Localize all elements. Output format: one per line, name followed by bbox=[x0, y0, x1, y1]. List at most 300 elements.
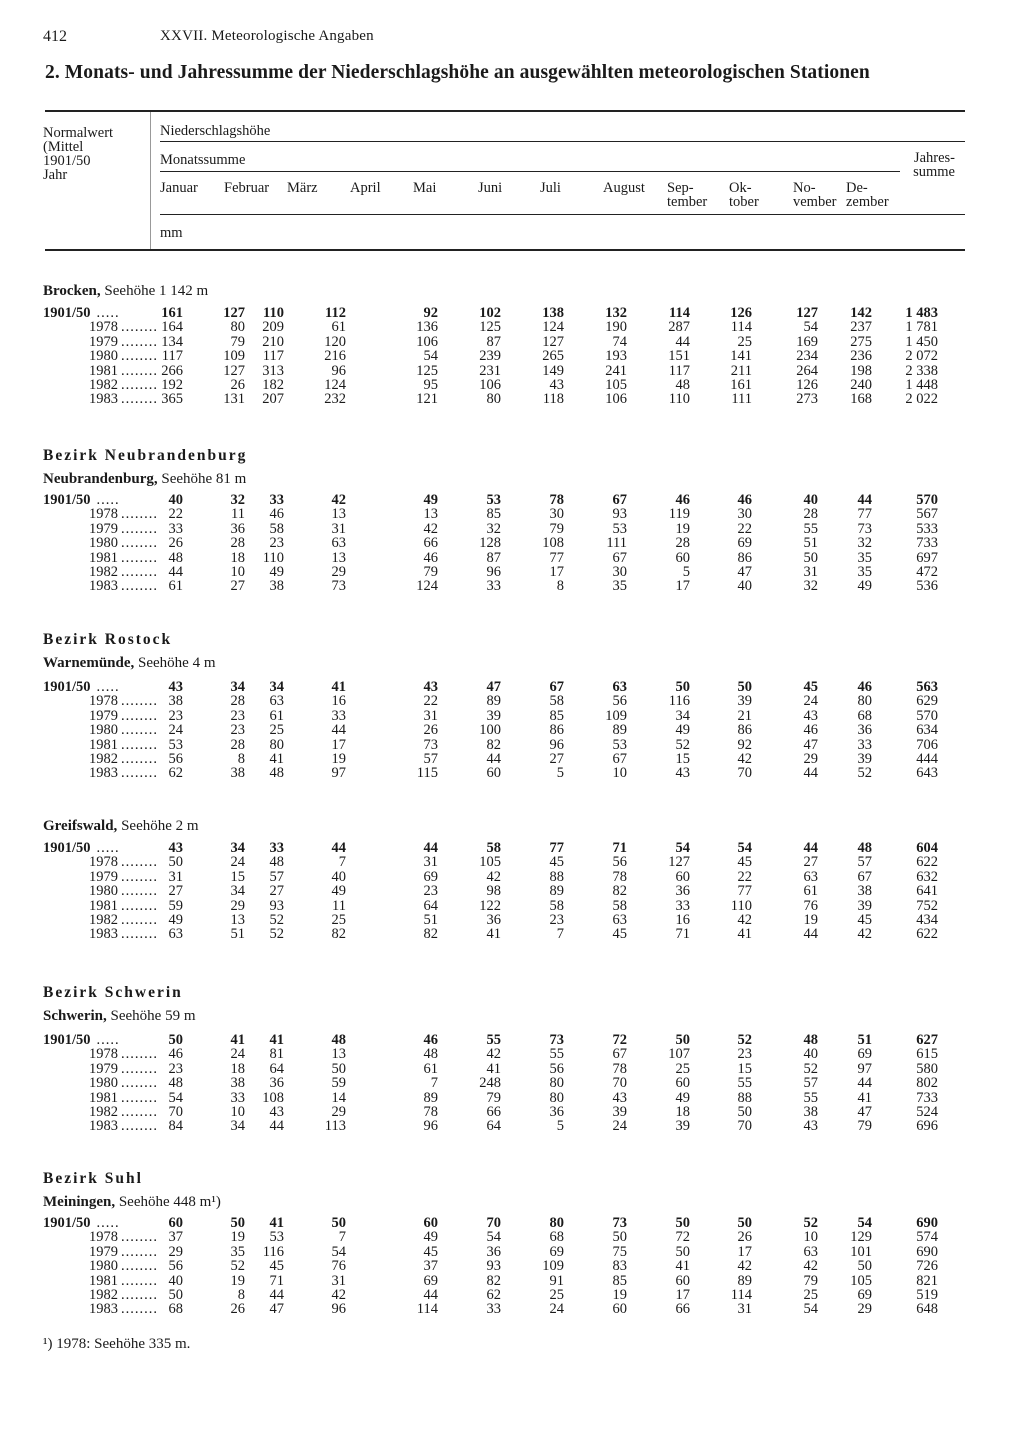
month-value-cell: 38 bbox=[803, 1104, 818, 1120]
month-value-cell: 62 bbox=[486, 1287, 501, 1303]
month-value-cell: 239 bbox=[479, 348, 501, 365]
annual-sum-cell: 690 bbox=[916, 1215, 938, 1231]
month-value-cell: 57 bbox=[269, 868, 284, 885]
month-value-cell: 64 bbox=[423, 897, 438, 914]
month-value-cell: 60 bbox=[675, 868, 690, 885]
month-value-cell: 49 bbox=[331, 883, 346, 900]
month-value-cell: 36 bbox=[857, 722, 872, 739]
month-value-cell: 55 bbox=[486, 1032, 501, 1048]
month-value-cell: 28 bbox=[230, 535, 245, 552]
month-value-cell: 51 bbox=[230, 926, 245, 943]
month-value-cell: 50 bbox=[803, 549, 818, 566]
month-value-cell: 112 bbox=[325, 305, 346, 321]
annual-sum-cell: 821 bbox=[916, 1272, 938, 1289]
month-value-cell: 44 bbox=[423, 1287, 438, 1303]
month-value-cell: 80 bbox=[486, 391, 501, 408]
month-value-cell: 70 bbox=[486, 1215, 501, 1231]
month-value-cell: 190 bbox=[605, 319, 627, 336]
month-value-cell: 45 bbox=[269, 1258, 284, 1275]
month-value-cell: 108 bbox=[542, 535, 564, 552]
row-label: 1983 ........ bbox=[89, 391, 158, 408]
month-value-cell: 23 bbox=[230, 722, 245, 739]
month-value-cell: 35 bbox=[612, 578, 627, 595]
month-value-cell: 127 bbox=[796, 305, 818, 321]
month-value-cell: 25 bbox=[737, 333, 752, 350]
month-value-cell: 64 bbox=[486, 1118, 501, 1135]
month-value-cell: 132 bbox=[605, 305, 627, 321]
row-label: 1979 ........ bbox=[89, 1060, 158, 1077]
month-value-cell: 67 bbox=[612, 751, 627, 767]
month-value-cell: 53 bbox=[168, 736, 183, 753]
month-value-cell: 120 bbox=[324, 333, 346, 350]
month-value-cell: 11 bbox=[332, 897, 346, 914]
month-value-cell: 78 bbox=[549, 492, 564, 508]
table-row bbox=[0, 522, 1024, 536]
row-label: 1901/50 ..... bbox=[43, 840, 120, 856]
month-value-cell: 51 bbox=[423, 912, 438, 928]
annual-sum-cell: 622 bbox=[916, 854, 938, 871]
row-label: 1980 ........ bbox=[89, 1258, 158, 1275]
month-value-cell: 39 bbox=[737, 693, 752, 710]
month-value-cell: 54 bbox=[168, 1089, 183, 1106]
month-value-cell: 19 bbox=[675, 520, 690, 537]
row-label: 1980 ........ bbox=[89, 1075, 158, 1092]
month-value-cell: 82 bbox=[331, 926, 346, 943]
group-header: Niederschlagshöhe bbox=[160, 123, 271, 139]
month-value-cell: 33 bbox=[168, 520, 183, 537]
month-value-cell: 117 bbox=[668, 362, 690, 379]
month-value-cell: 43 bbox=[168, 679, 183, 695]
table-row bbox=[0, 752, 1024, 766]
annual-sum-cell: 524 bbox=[916, 1104, 938, 1120]
annual-sum-cell: 434 bbox=[916, 912, 938, 928]
month-value-cell: 47 bbox=[269, 1301, 284, 1318]
month-value-cell: 24 bbox=[230, 854, 245, 871]
month-value-cell: 54 bbox=[857, 1215, 872, 1231]
row-label: 1979 ........ bbox=[89, 1243, 158, 1260]
annual-sum-cell: 706 bbox=[916, 736, 938, 753]
month-value-cell: 96 bbox=[486, 564, 501, 580]
page-number: 412 bbox=[43, 28, 67, 45]
month-value-cell: 48 bbox=[423, 1046, 438, 1063]
month-value-cell: 365 bbox=[161, 391, 183, 408]
month-value-cell: 32 bbox=[486, 520, 501, 537]
month-value-cell: 18 bbox=[675, 1104, 690, 1120]
month-value-cell: 10 bbox=[230, 564, 245, 580]
month-value-cell: 46 bbox=[269, 506, 284, 523]
month-value-cell: 44 bbox=[331, 722, 346, 739]
month-value-cell: 59 bbox=[331, 1075, 346, 1092]
month-value-cell: 96 bbox=[423, 1118, 438, 1135]
month-header: Februar bbox=[224, 180, 270, 196]
month-value-cell: 57 bbox=[857, 854, 872, 871]
month-value-cell: 84 bbox=[168, 1118, 183, 1135]
month-value-cell: 60 bbox=[423, 1215, 438, 1231]
month-value-cell: 31 bbox=[423, 854, 438, 871]
month-value-cell: 36 bbox=[549, 1104, 564, 1120]
month-value-cell: 114 bbox=[416, 1301, 438, 1318]
month-value-cell: 164 bbox=[161, 319, 183, 336]
month-value-cell: 42 bbox=[803, 1258, 818, 1275]
month-value-cell: 61 bbox=[331, 319, 346, 336]
month-value-cell: 50 bbox=[331, 1215, 346, 1231]
table-row bbox=[0, 1259, 1024, 1273]
month-value-cell: 52 bbox=[803, 1060, 818, 1077]
month-value-cell: 42 bbox=[331, 1287, 346, 1303]
month-value-cell: 114 bbox=[730, 319, 752, 336]
month-value-cell: 54 bbox=[803, 1301, 818, 1318]
month-value-cell: 51 bbox=[857, 1032, 872, 1048]
month-value-cell: 37 bbox=[168, 1229, 183, 1246]
month-value-cell: 10 bbox=[230, 1104, 245, 1120]
month-value-cell: 287 bbox=[668, 319, 690, 336]
month-value-cell: 111 bbox=[731, 391, 752, 408]
month-value-cell: 127 bbox=[223, 305, 245, 321]
month-value-cell: 85 bbox=[612, 1272, 627, 1289]
month-value-cell: 60 bbox=[675, 549, 690, 566]
month-value-cell: 17 bbox=[549, 564, 564, 580]
annual-sum-cell: 2 022 bbox=[905, 391, 938, 408]
table-row bbox=[0, 694, 1024, 708]
month-value-cell: 59 bbox=[168, 897, 183, 914]
table-row bbox=[0, 855, 1024, 869]
unit-label: mm bbox=[160, 225, 183, 241]
month-value-cell: 54 bbox=[423, 348, 438, 365]
annual-sum-cell: 696 bbox=[916, 1118, 938, 1135]
month-value-cell: 17 bbox=[331, 736, 346, 753]
table-row bbox=[0, 1230, 1024, 1244]
station-heading: Greifswald, Seehöhe 2 m bbox=[43, 818, 199, 834]
table-row bbox=[0, 507, 1024, 521]
month-value-cell: 52 bbox=[857, 765, 872, 782]
row-label: 1983 ........ bbox=[89, 578, 158, 595]
table-row bbox=[0, 680, 1024, 694]
month-value-cell: 71 bbox=[675, 926, 690, 943]
month-value-cell: 69 bbox=[857, 1287, 872, 1303]
month-value-cell: 131 bbox=[223, 391, 245, 408]
month-value-cell: 97 bbox=[331, 765, 346, 782]
row-label: 1980 ........ bbox=[89, 348, 158, 365]
annual-sum-cell: 752 bbox=[916, 897, 938, 914]
month-value-cell: 25 bbox=[269, 722, 284, 739]
month-value-cell: 63 bbox=[803, 868, 818, 885]
table-row bbox=[0, 579, 1024, 593]
month-value-cell: 22 bbox=[737, 520, 752, 537]
month-value-cell: 127 bbox=[223, 362, 245, 379]
month-value-cell: 32 bbox=[803, 578, 818, 595]
month-value-cell: 19 bbox=[230, 1272, 245, 1289]
month-value-cell: 55 bbox=[803, 1089, 818, 1106]
month-value-cell: 234 bbox=[796, 348, 818, 365]
month-value-cell: 43 bbox=[612, 1089, 627, 1106]
month-value-cell: 80 bbox=[230, 319, 245, 336]
month-header: Sep- tember bbox=[667, 180, 708, 210]
month-value-cell: 63 bbox=[331, 535, 346, 552]
month-value-cell: 34 bbox=[230, 883, 245, 900]
month-value-cell: 46 bbox=[857, 679, 872, 695]
month-value-cell: 109 bbox=[542, 1258, 564, 1275]
month-value-cell: 29 bbox=[230, 897, 245, 914]
month-value-cell: 38 bbox=[857, 883, 872, 900]
month-value-cell: 34 bbox=[675, 707, 690, 724]
month-value-cell: 68 bbox=[549, 1229, 564, 1246]
month-value-cell: 31 bbox=[168, 868, 183, 885]
month-value-cell: 41 bbox=[737, 926, 752, 943]
month-value-cell: 42 bbox=[857, 926, 872, 943]
month-value-cell: 16 bbox=[331, 693, 346, 710]
month-value-cell: 50 bbox=[675, 1215, 690, 1231]
month-value-cell: 34 bbox=[230, 1118, 245, 1135]
month-value-cell: 52 bbox=[675, 736, 690, 753]
month-value-cell: 43 bbox=[675, 765, 690, 782]
month-value-cell: 49 bbox=[857, 578, 872, 595]
month-value-cell: 193 bbox=[605, 348, 627, 365]
annual-sum-cell: 733 bbox=[916, 1089, 938, 1106]
month-value-cell: 127 bbox=[668, 854, 690, 871]
month-value-cell: 237 bbox=[850, 319, 872, 336]
month-value-cell: 105 bbox=[479, 854, 501, 871]
month-value-cell: 80 bbox=[269, 736, 284, 753]
month-value-cell: 97 bbox=[857, 1060, 872, 1077]
month-value-cell: 116 bbox=[262, 1243, 284, 1260]
month-value-cell: 67 bbox=[857, 868, 872, 885]
station-heading: Warnemünde, Seehöhe 4 m bbox=[43, 655, 216, 671]
month-value-cell: 82 bbox=[486, 736, 501, 753]
group-rule bbox=[160, 141, 965, 142]
month-value-cell: 44 bbox=[423, 840, 438, 856]
month-value-cell: 41 bbox=[675, 1258, 690, 1275]
month-value-cell: 77 bbox=[857, 506, 872, 523]
month-value-cell: 79 bbox=[857, 1118, 872, 1135]
month-value-cell: 96 bbox=[331, 1301, 346, 1318]
month-value-cell: 13 bbox=[230, 912, 245, 928]
month-value-cell: 70 bbox=[612, 1075, 627, 1092]
month-value-cell: 77 bbox=[549, 840, 564, 856]
month-value-cell: 126 bbox=[730, 305, 752, 321]
month-value-cell: 86 bbox=[737, 722, 752, 739]
subgroup-header: Monatssumme bbox=[160, 152, 246, 168]
annual-sum-cell: 1 781 bbox=[905, 319, 938, 336]
month-value-cell: 209 bbox=[262, 319, 284, 336]
annual-sum-cell: 802 bbox=[916, 1075, 938, 1092]
month-value-cell: 182 bbox=[262, 377, 284, 393]
month-value-cell: 54 bbox=[737, 840, 752, 856]
month-value-cell: 93 bbox=[486, 1258, 501, 1275]
month-value-cell: 24 bbox=[230, 1046, 245, 1063]
month-value-cell: 23 bbox=[269, 535, 284, 552]
month-value-cell: 36 bbox=[230, 520, 245, 537]
month-value-cell: 39 bbox=[857, 751, 872, 767]
month-value-cell: 102 bbox=[479, 305, 501, 321]
month-value-cell: 23 bbox=[737, 1046, 752, 1063]
month-value-cell: 56 bbox=[168, 751, 183, 767]
month-value-cell: 56 bbox=[168, 1258, 183, 1275]
month-value-cell: 43 bbox=[549, 377, 564, 393]
month-value-cell: 23 bbox=[230, 707, 245, 724]
month-value-cell: 48 bbox=[331, 1032, 346, 1048]
month-value-cell: 124 bbox=[542, 319, 564, 336]
month-value-cell: 232 bbox=[324, 391, 346, 408]
month-value-cell: 63 bbox=[612, 679, 627, 695]
month-value-cell: 105 bbox=[850, 1272, 872, 1289]
month-value-cell: 86 bbox=[737, 549, 752, 566]
row-label: 1981 ........ bbox=[89, 1089, 158, 1106]
month-value-cell: 216 bbox=[324, 348, 346, 365]
month-value-cell: 41 bbox=[331, 679, 346, 695]
month-value-cell: 48 bbox=[168, 1075, 183, 1092]
row-label: 1978 ........ bbox=[89, 693, 158, 710]
row-label: 1979 ........ bbox=[89, 333, 158, 350]
month-value-cell: 52 bbox=[803, 1215, 818, 1231]
month-value-cell: 46 bbox=[675, 492, 690, 508]
month-value-cell: 44 bbox=[675, 333, 690, 350]
month-value-cell: 57 bbox=[423, 751, 438, 767]
annual-sum-cell: 643 bbox=[916, 765, 938, 782]
month-value-cell: 47 bbox=[486, 679, 501, 695]
month-value-cell: 17 bbox=[675, 1287, 690, 1303]
month-value-cell: 241 bbox=[605, 362, 627, 379]
month-value-cell: 55 bbox=[803, 520, 818, 537]
month-value-cell: 248 bbox=[479, 1075, 501, 1092]
month-value-cell: 50 bbox=[168, 854, 183, 871]
month-value-cell: 51 bbox=[803, 535, 818, 552]
month-value-cell: 80 bbox=[549, 1215, 564, 1231]
month-value-cell: 58 bbox=[549, 897, 564, 914]
row-label: 1901/50 ..... bbox=[43, 1215, 120, 1231]
month-value-cell: 198 bbox=[850, 362, 872, 379]
station-heading: Neubrandenburg, Seehöhe 81 m bbox=[43, 471, 247, 487]
month-value-cell: 69 bbox=[737, 535, 752, 552]
annual-header: Jahres- summe bbox=[913, 150, 955, 180]
row-label: 1981 ........ bbox=[89, 362, 158, 379]
month-value-cell: 13 bbox=[331, 506, 346, 523]
table-row bbox=[0, 738, 1024, 752]
month-value-cell: 125 bbox=[479, 319, 501, 336]
month-value-cell: 67 bbox=[549, 679, 564, 695]
annual-sum-cell: 472 bbox=[916, 564, 938, 580]
month-value-cell: 54 bbox=[675, 840, 690, 856]
month-value-cell: 5 bbox=[556, 765, 564, 782]
month-value-cell: 79 bbox=[486, 1089, 501, 1106]
month-value-cell: 41 bbox=[269, 1215, 284, 1231]
stub-divider bbox=[150, 112, 151, 249]
month-value-cell: 77 bbox=[549, 549, 564, 566]
month-value-cell: 33 bbox=[331, 707, 346, 724]
table-row bbox=[0, 927, 1024, 941]
row-label: 1983 ........ bbox=[89, 1301, 158, 1318]
month-value-cell: 88 bbox=[737, 1089, 752, 1106]
month-value-cell: 48 bbox=[675, 377, 690, 393]
month-value-cell: 100 bbox=[479, 722, 501, 739]
month-value-cell: 33 bbox=[269, 492, 284, 508]
month-value-cell: 43 bbox=[269, 1104, 284, 1120]
annual-sum-cell: 580 bbox=[916, 1060, 938, 1077]
month-value-cell: 48 bbox=[857, 840, 872, 856]
month-value-cell: 116 bbox=[668, 693, 690, 710]
month-value-cell: 73 bbox=[423, 736, 438, 753]
station-heading: Meiningen, Seehöhe 448 m¹) bbox=[43, 1194, 221, 1210]
table-row bbox=[0, 1033, 1024, 1047]
month-value-cell: 5 bbox=[556, 1118, 564, 1135]
month-value-cell: 23 bbox=[168, 707, 183, 724]
month-value-cell: 27 bbox=[803, 854, 818, 871]
month-value-cell: 29 bbox=[803, 751, 818, 767]
month-value-cell: 36 bbox=[486, 912, 501, 928]
month-value-cell: 40 bbox=[803, 492, 818, 508]
month-header: De- zember bbox=[846, 180, 889, 210]
month-value-cell: 10 bbox=[803, 1229, 818, 1246]
month-value-cell: 41 bbox=[486, 926, 501, 943]
month-value-cell: 46 bbox=[168, 1046, 183, 1063]
month-value-cell: 17 bbox=[737, 1243, 752, 1260]
month-value-cell: 50 bbox=[675, 1032, 690, 1048]
month-value-cell: 7 bbox=[338, 1229, 346, 1246]
month-value-cell: 66 bbox=[486, 1104, 501, 1120]
month-value-cell: 98 bbox=[486, 883, 501, 900]
month-value-cell: 27 bbox=[230, 578, 245, 595]
month-value-cell: 27 bbox=[168, 883, 183, 900]
month-value-cell: 23 bbox=[168, 1060, 183, 1077]
month-value-cell: 39 bbox=[612, 1104, 627, 1120]
month-value-cell: 44 bbox=[486, 751, 501, 767]
month-value-cell: 275 bbox=[850, 333, 872, 350]
month-value-cell: 58 bbox=[612, 897, 627, 914]
stub-header: Normalwert (Mittel 1901/50 Jahr bbox=[43, 125, 114, 183]
month-value-cell: 23 bbox=[423, 883, 438, 900]
month-value-cell: 28 bbox=[230, 736, 245, 753]
month-value-cell: 27 bbox=[269, 883, 284, 900]
table-row bbox=[0, 1119, 1024, 1133]
month-value-cell: 89 bbox=[612, 722, 627, 739]
annual-sum-cell: 634 bbox=[916, 722, 938, 739]
month-header: No- vember bbox=[793, 180, 837, 210]
month-value-cell: 26 bbox=[168, 535, 183, 552]
table-row bbox=[0, 841, 1024, 855]
month-value-cell: 70 bbox=[737, 765, 752, 782]
month-value-cell: 69 bbox=[423, 1272, 438, 1289]
month-value-cell: 117 bbox=[262, 348, 284, 365]
month-value-cell: 79 bbox=[803, 1272, 818, 1289]
month-value-cell: 33 bbox=[675, 897, 690, 914]
month-value-cell: 58 bbox=[549, 693, 564, 710]
month-value-cell: 76 bbox=[803, 897, 818, 914]
month-value-cell: 80 bbox=[549, 1089, 564, 1106]
row-label: 1978 ........ bbox=[89, 1046, 158, 1063]
month-value-cell: 69 bbox=[549, 1243, 564, 1260]
annual-sum-cell: 536 bbox=[916, 578, 938, 595]
month-header: Januar bbox=[160, 180, 198, 196]
month-value-cell: 47 bbox=[857, 1104, 872, 1120]
month-value-cell: 110 bbox=[668, 391, 690, 408]
table-row bbox=[0, 364, 1024, 378]
month-value-cell: 40 bbox=[168, 492, 183, 508]
month-value-cell: 109 bbox=[605, 707, 627, 724]
annual-sum-cell: 533 bbox=[916, 520, 938, 537]
month-value-cell: 42 bbox=[737, 1258, 752, 1275]
month-value-cell: 36 bbox=[269, 1075, 284, 1092]
month-value-cell: 231 bbox=[479, 362, 501, 379]
month-value-cell: 192 bbox=[161, 377, 183, 393]
month-value-cell: 26 bbox=[230, 1301, 245, 1318]
month-value-cell: 32 bbox=[857, 535, 872, 552]
row-label: 1981 ........ bbox=[89, 1272, 158, 1289]
row-label: 1980 ........ bbox=[89, 883, 158, 900]
month-value-cell: 24 bbox=[168, 722, 183, 739]
month-value-cell: 60 bbox=[675, 1272, 690, 1289]
month-value-cell: 85 bbox=[549, 707, 564, 724]
month-value-cell: 151 bbox=[668, 348, 690, 365]
month-value-cell: 17 bbox=[675, 578, 690, 595]
